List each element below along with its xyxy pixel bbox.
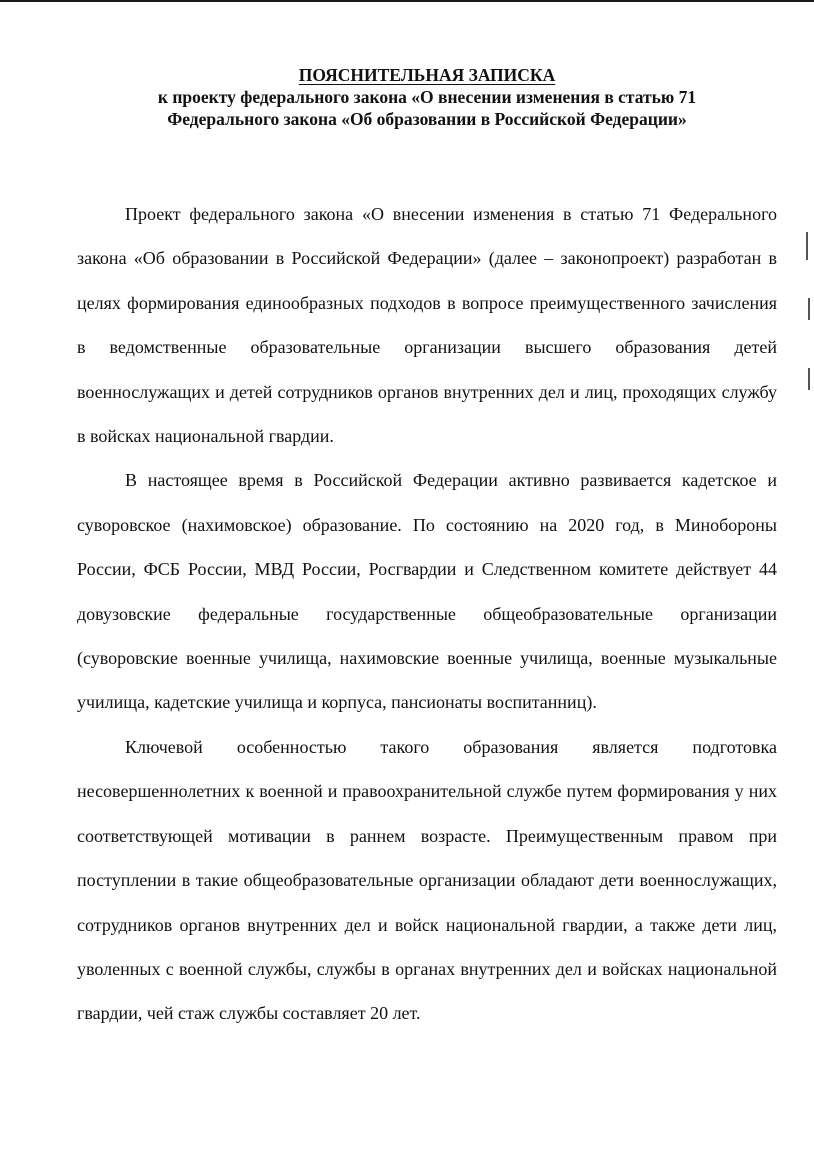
scan-mark <box>806 232 808 260</box>
scan-mark <box>808 368 810 390</box>
document-title: ПОЯСНИТЕЛЬНАЯ ЗАПИСКА <box>298 65 556 85</box>
paragraph: Проект федерального закона «О внесении изменения в статью 71 Федерального закона «Об образовании в Российской Федерации» (далее – законопроект) разработан в целях формирования единообразных подходов в вопросе преимущественного зачисления в ведомственные образовательные организации высшего образования детей военнослужащих и детей сотрудников органов внутренних дел и лиц, проходящих службу в войсках национальной гвардии. <box>77 204 777 447</box>
paragraph: Ключевой особенностью такого образования является подготовка несовершеннолетних к военной и правоохранительной службе путем формирования у них соответствующей мотивации в раннем возрасте. Преимущественным правом при поступлении в такие общеобразовательные организации обладают дети военнослужащих, сотрудников органов внутренних дел и войск национальной гвардии, а также дети лиц, уволенных с военной службы, службы в органах внутренних дел и войсках национальной гвардии, чей стаж службы составляет 20 лет. <box>77 736 777 1024</box>
document-page <box>77 64 777 1036</box>
paragraph: В настоящее время в Российской Федерации активно развивается кадетское и суворовское (нахимовское) образование. По состоянию на 2020 год, в Минобороны России, ФСБ России, МВД России, Росгвардии и Следственном комитете действует 44 довузовские федеральные государственные общеобразовательные организации (суворовские военные училища, нахимовские военные училища, военные музыкальные училища, кадетские училища и корпуса, пансионаты воспитанниц). <box>77 470 777 713</box>
document-heading <box>77 64 777 130</box>
document-body <box>77 192 777 1036</box>
scan-mark <box>808 298 810 320</box>
page-top-border <box>0 0 814 2</box>
document-subtitle-line-2: Федерального закона «Об образовании в Российской Федерации» <box>167 109 687 129</box>
document-subtitle-line-1: к проекту федерального закона «О внесении изменения в статью 71 <box>157 87 697 107</box>
